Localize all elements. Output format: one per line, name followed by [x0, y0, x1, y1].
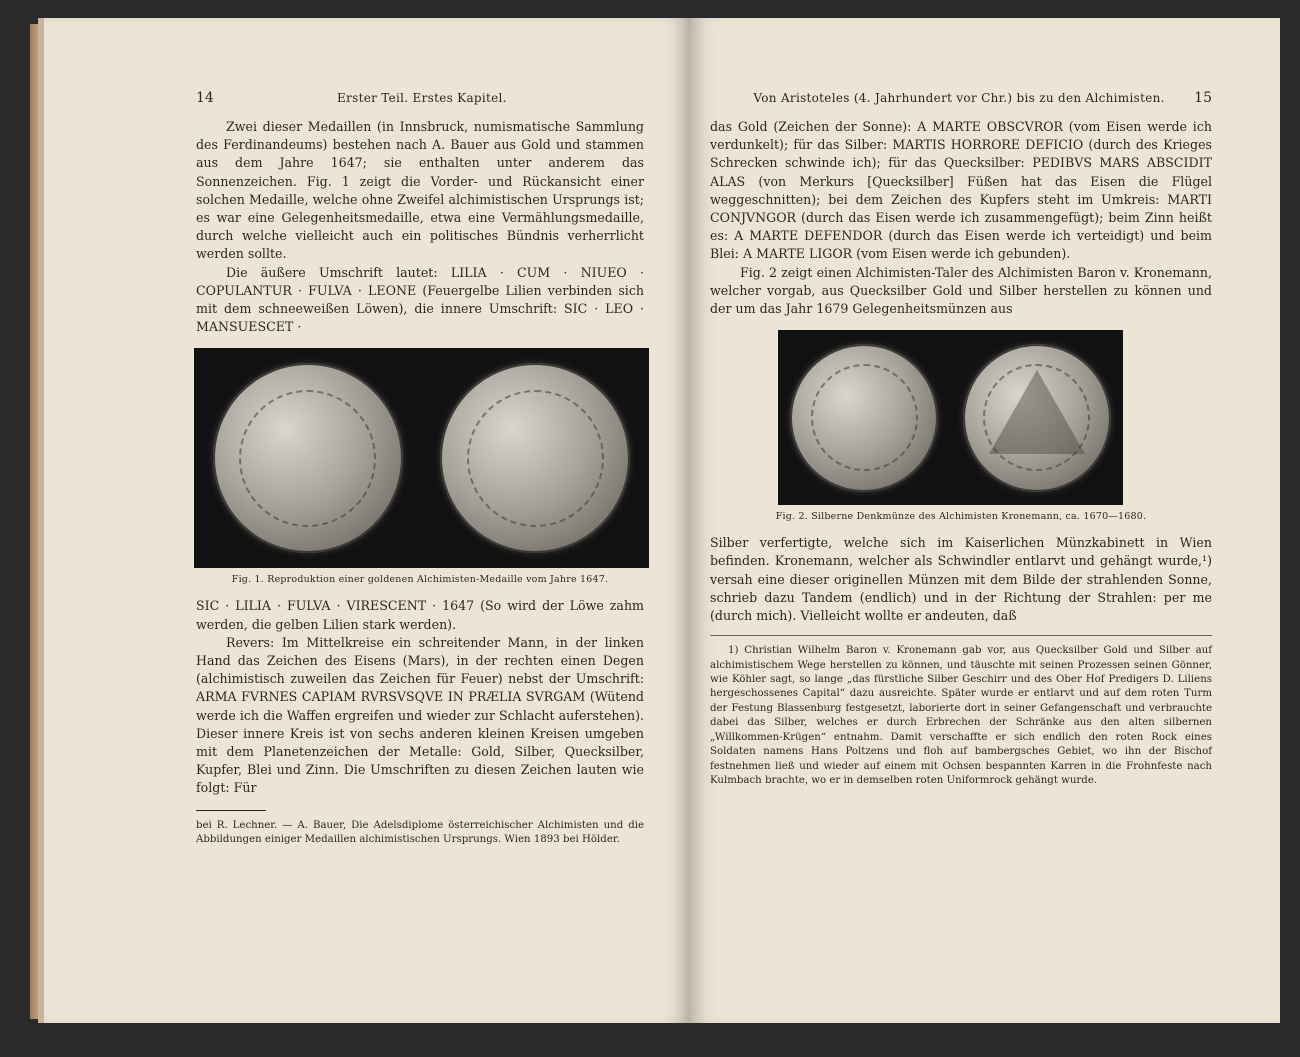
right-paragraph-1: das Gold (Zeichen der Sonne): A MARTE OBSCVROR (vom Eisen werde ich verdunkelt); für das Silber: MARTIS HORRORE DEFICIO (durch des Krieges Schrecken schwinde ich); für das Quecksilber: PEDIBVS MARS ABSCIDIT ALAS (von Merkurs [Quecksilber] Füßen hat das Eisen die Flügel weggeschnitten); bei dem Zeichen des Kupfers steht im Umkreis: MARTI CONJVNGOR (durch das Eisen werde ich zusammengefügt); beim Zinn heißt es: A MARTE DEFENDOR (durch das Eisen werde ich verteidigt) und beim Blei: A MARTE LIGOR (vom Eisen werde ich gebunden). [710, 119, 1212, 262]
medal-reverse-image [440, 363, 630, 553]
left-paragraph-4: Revers: Im Mittelkreise ein schreitender Mann, in der linken Hand das Zeichen des Eisens (Mars), in der rechten einen Degen (alchimistisch zuweilen das Zeichen für Feuer) nebst der Umschrift: ARMA FVRNES CAPIAM RVRSVSQVE IN PRÆLIA SVRGAM (Wütend werde ich die Waffen ergreifen und wieder zur Schlacht auferstehen). Dieser innere Kreis ist von sechs anderen kleinen Kreisen umgeben mit dem Planetenzeichen der Metalle: Gold, Silber, Quecksilber, Kupfer, Blei und Zinn. Die Umschriften zu diesen Zeichen lauten wie folgt: Für [196, 634, 644, 796]
left-page [38, 18, 690, 1023]
figure-2-plate [778, 330, 1123, 505]
left-running-title: Erster Teil. Erstes Kapitel. [337, 91, 507, 105]
right-running-title: Von Aristoteles (4. Jahrhundert vor Chr.) bis zu den Alchimisten. [753, 91, 1165, 105]
left-footnote: bei R. Lechner. — A. Bauer, Die Adelsdiplome österreichischer Alchimisten und die Abbildungen einiger Medaillen alchimistischen Ursprungs. Wien 1893 bei Hölder. [196, 819, 644, 846]
right-paragraph-3: Silber verfertigte, welche sich im Kaiserlichen Münzkabinett in Wien befinden. Kronemann, welcher als Schwindler entlarvt und gehängt wurde,¹) versah eine dieser originellen Münzen mit dem Bilde der strahlenden Sonne, schrieb dazu Tandem (endlich) und in der Richtung der Strahlen: per me (durch mich). Vielleicht wollte er andeuten, daß [710, 535, 1212, 624]
left-page-number: 14 [196, 90, 214, 106]
left-paragraph-2: Die äußere Umschrift lautet: LILIA · CUM · NIUEO · COPULANTUR · FULVA · LEONE (Feuergelbe Lilien verbinden sich mit dem schneeweißen Löwen), die innere Umschrift: SIC · LEO · MANSUESCET · [196, 264, 644, 335]
left-running-head [196, 90, 644, 106]
figure-1-caption: Fig. 1. Reproduktion einer goldenen Alchimisten-Medaille vom Jahre 1647. [231, 574, 609, 586]
right-footnote: 1) Christian Wilhelm Baron v. Kronemann gab vor, aus Quecksilber Gold und Silber auf alchimistischem Wege herstellen zu können, und täuschte mit seinen Prozessen seinen Gönner, wie Köhler sagt, so lange „das fürstliche Silber Geschirr und des Ober Hof Predigers D. Liliens hergeschossenes Capital“ dazu ausreichte. Später wurde er entlarvt und auf dem roten Turm der Festung Blassenburg festgesetzt, laborierte dort in seiner Gefangenschaft und verbrauchte dabei das Silber, welches er durch Erbrechen der Schränke aus den alten silbernen „Willkommen-Krügen“ entnahm. Damit verschaffte er sich endlich den roten Rock eines Soldaten namens Hans Poltzens und floh auf bambergsches Gebiet, wo ihn der Bischof festnehmen ließ und wieder auf einem mit Ochsen bespannten Karren in die Frohnfeste nach Kulmbach brachte, wo er in demselben roten Uniformrock gehängt wurde. [710, 645, 1212, 786]
right-paragraph-2: Fig. 2 zeigt einen Alchimisten-Taler des Alchimisten Baron v. Kronemann, welcher vorgab, aus Quecksilber Gold und Silber herstellen zu können und der um das Jahr 1679 Gelegenheitsmünzen aus [710, 264, 1212, 317]
figure-2-caption: Fig. 2. Silberne Denkmünze des Alchimisten Kronemann, ca. 1670—1680. [775, 511, 1147, 523]
open-book [30, 18, 1280, 1028]
right-footnote-rule [710, 635, 1212, 636]
left-footnote-rule [196, 810, 266, 811]
right-running-head [710, 90, 1212, 106]
coin-triangle-reverse-image [963, 344, 1111, 492]
figure-1-plate [194, 348, 649, 568]
triangle-emblem [989, 370, 1085, 454]
left-paragraph-3: SIC · LILIA · FULVA · VIRESCENT · 1647 (So wird der Löwe zahm werden, die gelben Lilien stark werden). [196, 598, 644, 632]
medal-obverse-image [213, 363, 403, 553]
right-page [690, 18, 1280, 1023]
left-paragraph-1: Zwei dieser Medaillen (in Innsbruck, numismatische Sammlung des Ferdinandeums) bestehen nach A. Bauer aus Gold und stammen aus dem Jahre 1647; sie enthalten unter anderem das Sonnenzeichen. Fig. 1 zeigt die Vorder- und Rückansicht einer solchen Medaille, welche ohne Zweifel alchimistischen Ursprungs ist; es war eine Gelegenheitsmedaille, etwa eine Vermählungsmedaille, durch welche vielleicht auch ein politisches Bündnis verherrlicht werden sollte. [196, 119, 644, 262]
right-page-number: 15 [1194, 90, 1212, 106]
coin-sun-obverse-image [790, 344, 938, 492]
